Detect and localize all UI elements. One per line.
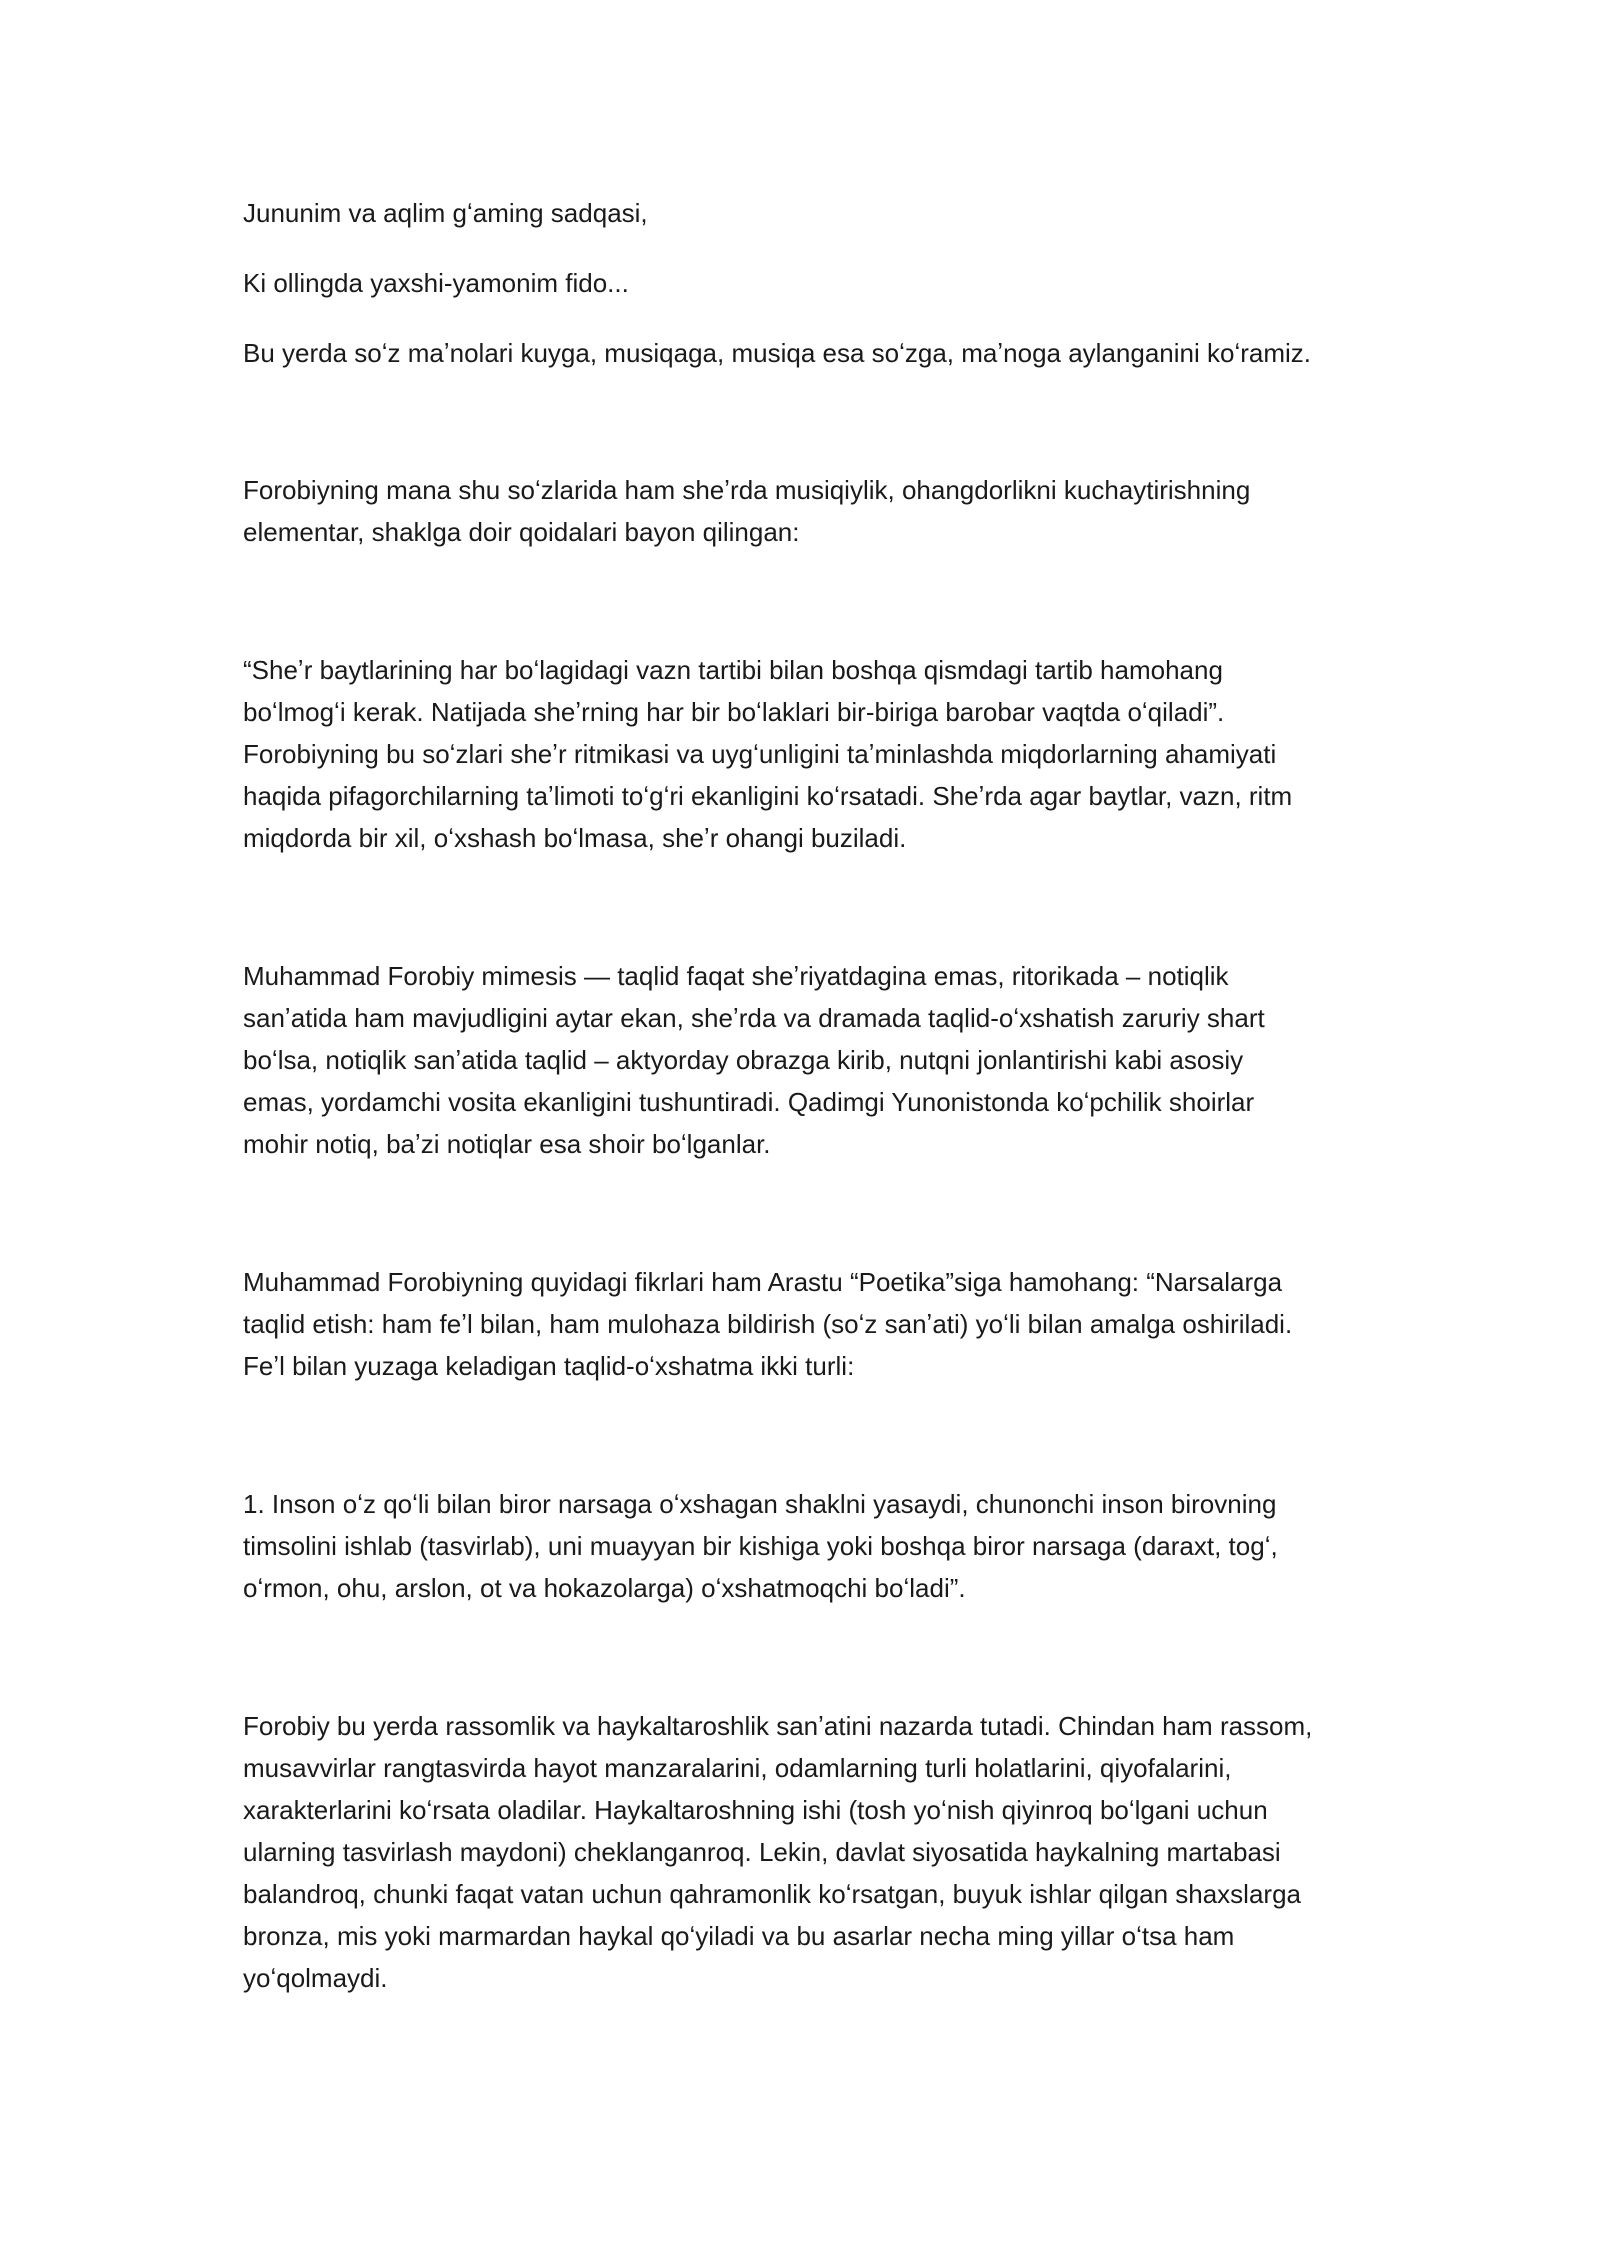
text-line: Feʼl bilan yuzaga keladigan taqlid-oʻxshatma ikki turli: [243,1351,855,1381]
text-line: haqida pifagorchilarning taʼlimoti toʻgʻri ekanligini koʻrsatadi. Sheʼrda agar baytlar, vazn, ritm [243,781,1293,811]
verse-line-2 [243,262,1373,304]
paragraph-bayt-quote [243,649,1373,859]
document-body [243,192,1373,1999]
text-line: Muhammad Forobiy mimesis — taqlid faqat sheʼriyatdagina emas, ritorikada – notiqlik [243,961,1229,991]
text-line: boʻlsa, notiqlik sanʼatida taqlid – aktyorday obrazga kirib, nutqni jonlantirishi kabi asosiy [243,1045,1244,1075]
text-line: oʻrmon, ohu, arslon, ot va hokazolarga) oʻxshatmoqchi boʻladi”. [243,1573,966,1603]
text-line: 1. Inson oʻz qoʻli bilan biror narsaga oʻxshagan shaklni yasaydi, chunonchi inson birovning [243,1489,1277,1519]
text-line: ularning tasvirlash maydoni) cheklanganroq. Lekin, davlat siyosatida haykalning martabasi [243,1837,1281,1867]
text-line: Forobiy bu yerda rassomlik va haykaltaroshlik sanʼatini nazarda tutadi. Chindan ham rassom, [243,1711,1313,1741]
text-line: sanʼatida ham mavjudligini aytar ekan, sheʼrda va dramada taqlid-oʻxshatish zaruriy shart [243,1003,1265,1033]
text-line: Ki ollingda yaxshi-yamonim fido... [243,268,629,298]
text-line: Jununim va aqlim gʻaming sadqasi, [243,198,648,228]
text-line: Forobiyning mana shu soʻzlarida ham sheʼrda musiqiylik, ohangdorlikni kuchaytirishning [243,475,1251,505]
text-line: bronza, mis yoki marmardan haykal qoʻyiladi va bu asarlar necha ming yillar oʻtsa ham [243,1921,1235,1951]
verse-line-1 [243,192,1373,234]
text-line: timsolini ishlab (tasvirlab), uni muayyan bir kishiga yoki boshqa biror narsaga (daraxt, togʻ, [243,1531,1278,1561]
text-line: yoʻqolmaydi. [243,1963,388,1993]
text-line: musavvirlar rangtasvirda hayot manzaralarini, odamlarning turli holatlarini, qiyofalarini, [243,1753,1232,1783]
text-line: boʻlmogʻi kerak. Natijada sheʼrning har bir boʻlaklari bir-biriga barobar vaqtda oʻqiladi”. [243,697,1225,727]
text-line: elementar, shaklga doir qoidalari bayon qilingan: [243,517,800,547]
text-line: xarakterlarini koʻrsata oladilar. Haykaltaroshning ishi (tosh yoʻnish qiyinroq boʻlgani uchun [243,1795,1268,1825]
text-line: “Sheʼr baytlarining har boʻlagidagi vazn tartibi bilan boshqa qismdagi tartib hamohang [243,655,1223,685]
text-line: balandroq, chunki faqat vatan uchun qahramonlik koʻrsatgan, buyuk ishlar qilgan shaxslarga [243,1879,1301,1909]
text-line: Muhammad Forobiyning quyidagi fikrlari ham Arastu “Poetika”siga hamohang: “Narsalarga [243,1267,1283,1297]
text-line: taqlid etish: ham feʼl bilan, ham mulohaza bildirish (soʻz sanʼati) yoʻli bilan amalga oshiriladi. [243,1309,1293,1339]
paragraph-mimesis [243,955,1373,1165]
text-line: Bu yerda soʻz maʼnolari kuyga, musiqaga, musiqa esa soʻzga, maʼnoga aylanganini koʻramiz. [243,338,1311,368]
paragraph-sculpture [243,1705,1373,1999]
paragraph-poetika [243,1261,1373,1387]
paragraph-farabi-rules [243,469,1373,553]
text-line: Forobiyning bu soʻzlari sheʼr ritmikasi va uygʻunligini taʼminlashda miqdorlarning ahamiyati [243,739,1277,769]
text-line: miqdorda bir xil, oʻxshash boʻlmasa, sheʼr ohangi buziladi. [243,823,907,853]
paragraph-numbered-1 [243,1483,1373,1609]
text-line: emas, yordamchi vosita ekanligini tushuntiradi. Qadimgi Yunonistonda koʻpchilik shoirlar [243,1087,1255,1117]
text-line: mohir notiq, baʼzi notiqlar esa shoir boʻlganlar. [243,1129,771,1159]
paragraph-music-meaning [243,332,1373,374]
